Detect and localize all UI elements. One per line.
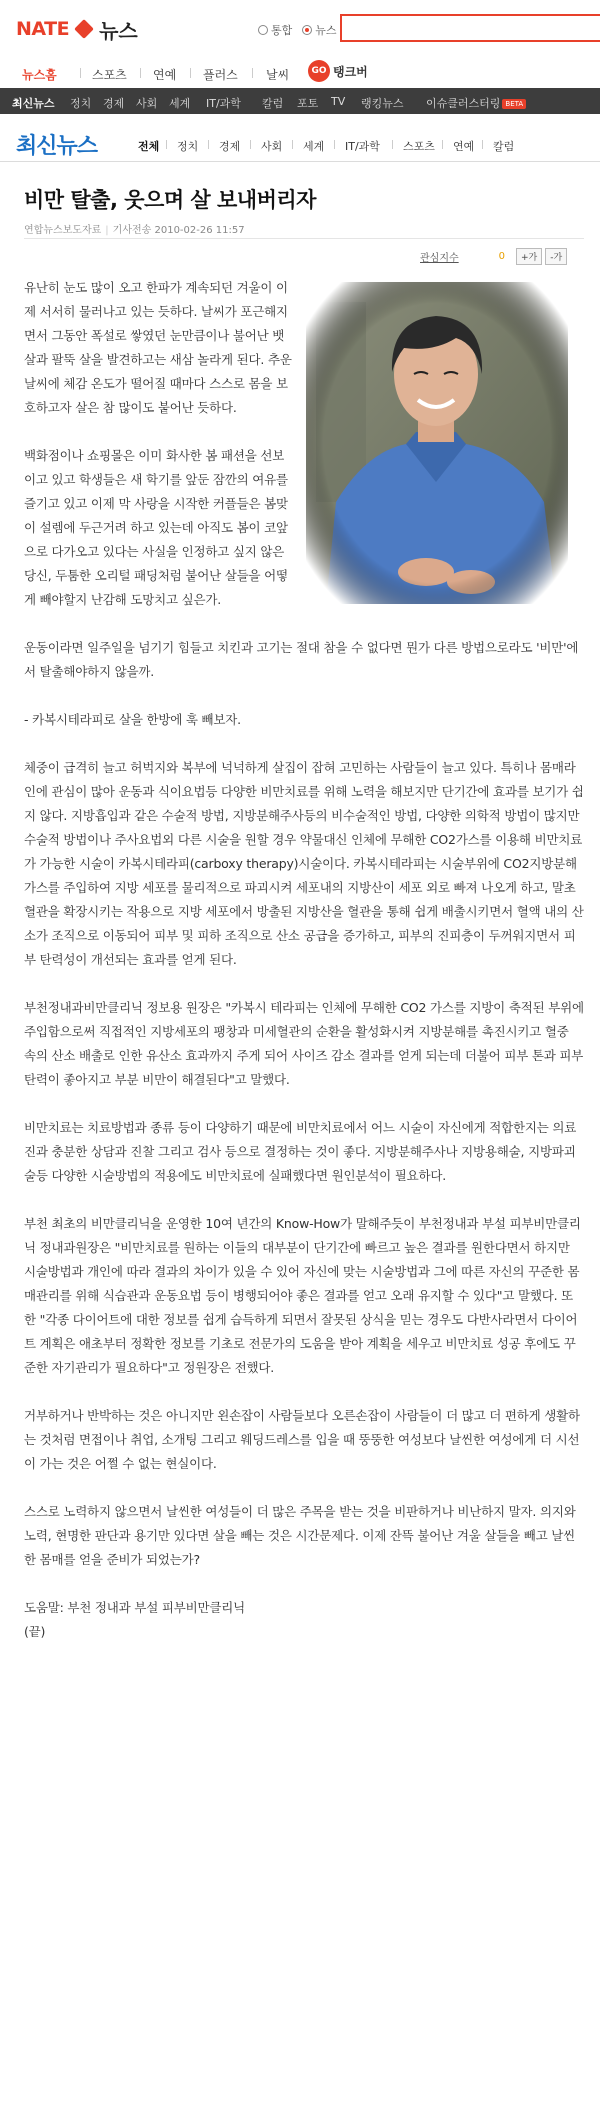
tab-all[interactable]: 전체: [138, 140, 160, 153]
interest-widget: [420, 248, 567, 265]
divider: [392, 140, 393, 149]
article-end-mark: (끝): [24, 1624, 46, 1639]
cat-issue-label: 이슈클러스터링: [426, 97, 501, 110]
font-decrease-button[interactable]: -가: [545, 248, 567, 265]
article-paragraph: 거부하거나 반박하는 것은 아니지만 왼손잡이 사람들보다 오른손잡이 사람들이 더 많고 더 편하게 생활하는 것처럼 면접이나 취업, 소개팅 그리고 웨딩드레스를 입을 때 뚱뚱한 여성보다 날씬한 여성에게 더 시선이 가는 것은 어쩔 수 없는 현실이다.: [24, 1408, 580, 1471]
article-paragraph: 유난히 눈도 많이 오고 한파가 계속되던 겨울이 이제 서서히 물러나고 있는 듯하다. 날씨가 포근해지면서 그동안 폭설로 쌓였던 눈만큼이나 불어난 뱃살과 팔뚝 살을 발견하고는 새삼 놀라게 된다. 추운 날씨에 체감 온도가 떨어질 때마다 스스로 몸을 보호하고자 살은 참 많이도 붙어난 듯하다.: [24, 280, 292, 415]
cat-issue-clustering[interactable]: [426, 95, 526, 111]
cat-politics[interactable]: 정치: [70, 97, 92, 110]
logo-brand: NATE: [16, 18, 70, 40]
service-nav: [0, 58, 600, 86]
tab-politics[interactable]: 정치: [177, 140, 199, 153]
cat-world[interactable]: 세계: [169, 97, 191, 110]
cat-column[interactable]: 칼럼: [262, 97, 284, 110]
article-paragraph-text: 백화점이나 쇼핑몰은 이미 화사한 봄 패션을 선보이고 있고 학생들은 새 학기를 앞둔 잠깐의 여유를 즐기고 있고 이제 막 사랑을 시작한 커플들은 봄맞이 설렘에 두근거려 하고 있는데 아직도 봄이 코앞으로 다가오고 있다는 사실을 인정하고 싶지 않은 당신, 두툼한 오리털 패딩처럼 붙어난 살들을 어떻게 빼야할지 난감해 도망치고 싶은가.: [24, 448, 288, 607]
cat-tv[interactable]: TV: [331, 95, 346, 108]
top-header: [0, 0, 600, 52]
article-paragraph: 부천 최초의 비만클리닉을 운영한 10여 년간의 Know-How가 말해주듯이 부천정내과 부설 피부비만클리닉 정내과원장은 "비만치료를 원하는 이들의 대부분이 단기간에 빠르고 높은 결과를 원한다면서 하지만 시술방법과 개인에 따라 결과의 차이가 있을 수 있어 자신에 맞는 시술방법과 그에 따른 자신의 꾸준한 몸매관리를 위해 식습관과 운동요법 등이 병행되어야 좋은 결과를 얻고 오래 유지할 수 있다"고 말했다. 또한 "각종 다이어트에 대한 정보를 쉽게 습득하게 되면서 잘못된 상식을 믿는 경우도 다반사라면서 다이어트 계획은 애초부터 정확한 정보를 기초로 전문가의 도움을 받아 계획을 세우고 비만치료 성공 후에도 꾸준한 자기관리가 필요하다"고 정원장은 전했다.: [24, 1216, 581, 1375]
article-paragraph: 스스로 노력하지 않으면서 날씬한 여성들이 더 많은 주목을 받는 것을 비판하거나 비난하지 말자. 의지와 노력, 현명한 판단과 용기만 있다면 살을 빼는 것은 시간문제다. 이제 잔뜩 불어난 겨울 살들을 빼고 날씬한 몸매를 얻을 준비가 되었는가?: [24, 1504, 576, 1567]
meta-separator: |: [105, 225, 109, 236]
search-input[interactable]: [340, 14, 600, 42]
article-body: [24, 276, 584, 1668]
article-title: 비만 탈출, 웃으며 살 보내버리자: [24, 188, 316, 212]
divider: [482, 140, 483, 149]
article-paragraph: 운동이라면 일주일을 넘기기 힘들고 치킨과 고기는 절대 참을 수 없다면 뭔가 다른 방법으로라도 '비만'에서 탈출해야하지 않을까.: [24, 640, 579, 679]
tab-sports[interactable]: 스포츠: [403, 140, 435, 153]
nav-entertainment[interactable]: 연예: [153, 68, 177, 82]
go-badge-icon: GO: [308, 60, 330, 82]
tab-it-science[interactable]: IT/과학: [345, 140, 380, 153]
tank-link[interactable]: [308, 60, 368, 82]
article-paragraph: 체중이 급격히 늘고 허벅지와 복부에 넉넉하게 살집이 잡혀 고민하는 사람들이 늘고 있다. 특히나 몸매라인에 관심이 많아 운동과 식이요법등 다양한 비만치료를 위해 노력을 해보지만 단기간에 효과를 보기가 쉽지 않다. 지방흡입과 같은 수술적 방법, 지방분해주사등의 비수술적인 방법, 다양한 의학적 방법이 많지만 수술적 방법이나 주사요법외 다른 시술을 원할 경우 약물대신 인체에 무해한 CO2가스를 이용해 비만치료가 가능한 시술이 카복시테라피(carboxy therapy)시술이다. 카복시테라피는 시술부위에 CO2지방분해 가스를 주입하여 지방 세포를 물리적으로 파괴시켜 세포내의 지방산이 세포 외로 빠져 나오게 하고, 말초 혈관을 확장시키는 작용으로 지방 세포에서 방출된 지방산을 혈관을 통해 쉽게 배출시키면서 혈액 내의 산소가 조직으로 이동되어 피부 및 피하 조직으로 산소 공급을 증가하고, 피부의 진피층이 두꺼워지면서 피부 탄력성이 개선되는 효과를 얻게 된다.: [24, 760, 584, 967]
article-credit: 도움말: 부천 정내과 부설 피부비만클리닉: [24, 1600, 245, 1615]
article-datetime: 2010-02-26 11:57: [154, 225, 245, 236]
divider: [166, 140, 167, 149]
divider: [292, 140, 293, 149]
divider: [190, 68, 191, 78]
logo-cube-icon: [74, 19, 94, 39]
interest-label[interactable]: 관심지수: [420, 253, 459, 264]
article-meta: [24, 221, 245, 236]
logo-section: 뉴스: [99, 18, 138, 43]
cat-ranking[interactable]: 랭킹뉴스: [361, 97, 404, 110]
tank-label: 탱크버: [333, 64, 368, 79]
tab-column[interactable]: 칼럼: [493, 140, 515, 153]
nav-news-home[interactable]: 뉴스홈: [22, 68, 57, 82]
nate-news-logo[interactable]: [16, 16, 138, 42]
search-option-label: 뉴스: [315, 24, 337, 37]
search-option-news[interactable]: [302, 22, 336, 38]
search-option-all[interactable]: [258, 22, 292, 38]
cat-it-science[interactable]: IT/과학: [206, 97, 241, 110]
divider: [252, 68, 253, 78]
search-options: [258, 22, 337, 38]
cat-photo[interactable]: 포토: [297, 97, 319, 110]
tab-world[interactable]: 세계: [303, 140, 325, 153]
article-paragraph: 부천정내과비만클리닉 정보용 원장은 "카복시 테라피는 인체에 무해한 CO2 가스를 지방이 축적된 부위에 주입함으로써 직접적인 지방세포의 팽창과 미세혈관의 순환을 활성화시켜 지방분해를 촉진시키고 혈중 속의 산소 배출로 인한 유산소 효과까지 주게 되어 사이즈 감소 결과를 얻게 되는데 더불어 피부 톤과 피부 탄력이 좋아지고 부분 비만이 해결된다"고 말했다.: [24, 1000, 584, 1087]
divider: [442, 140, 443, 149]
news-category-nav: [0, 88, 600, 114]
font-increase-button[interactable]: +가: [516, 248, 542, 265]
article-paragraph: 비만치료는 치료방법과 종류 등이 다양하기 때문에 비만치료에서 어느 시술이 자신에게 적합한지는 의료진과 충분한 상담과 진찰 그리고 검사 등으로 결정하는 것이 좋다. 지방분해주사나 지방용해술, 지방파괴술등 다양한 시술방법의 적용에도 비만치료에 실패했다면 원인분석이 필요하다.: [24, 1120, 577, 1183]
radio-icon: [258, 25, 268, 35]
article-type: 기사전송: [112, 225, 152, 236]
tab-society[interactable]: 사회: [261, 140, 283, 153]
section-title: 최신뉴스: [16, 134, 98, 159]
title-divider: [24, 238, 584, 239]
divider: [140, 68, 141, 78]
article-paragraph: - 카복시테라피로 살을 한방에 훅 빼보자.: [24, 712, 241, 727]
interest-value: 0: [498, 251, 506, 262]
cat-latest[interactable]: 최신뉴스: [12, 97, 55, 110]
photo-float-spacer: [294, 276, 584, 616]
cat-economy[interactable]: 경제: [103, 97, 125, 110]
section-header: [0, 122, 600, 162]
divider: [334, 140, 335, 149]
tab-economy[interactable]: 경제: [219, 140, 241, 153]
search-option-label: 통합: [271, 24, 293, 37]
nav-plus[interactable]: 플러스: [203, 68, 238, 82]
tab-entertainment[interactable]: 연예: [453, 140, 475, 153]
divider: [80, 68, 81, 78]
nav-weather[interactable]: 날씨: [266, 68, 290, 82]
article-source[interactable]: 연합뉴스보도자료: [24, 225, 102, 236]
beta-badge: BETA: [502, 99, 526, 109]
cat-society[interactable]: 사회: [136, 97, 158, 110]
nav-sports[interactable]: 스포츠: [92, 68, 127, 82]
divider: [250, 140, 251, 149]
radio-selected-icon: [302, 25, 312, 35]
divider: [208, 140, 209, 149]
